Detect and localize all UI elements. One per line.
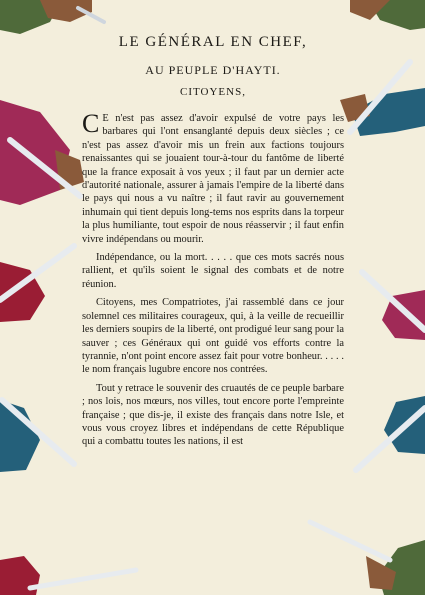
document-title: LE GÉNÉRAL EN CHEF, <box>118 34 308 50</box>
document-subtitle: AU PEUPLE D'HAYTI. <box>145 63 281 77</box>
quill-hand-bottom-right-illustration <box>310 522 425 595</box>
quill-hand-left-middle-illustration <box>0 246 74 322</box>
paragraph-1 <box>82 109 344 246</box>
quill-hand-bottom-left-illustration <box>0 556 136 595</box>
quill-hand-top-right-illustration <box>350 0 425 30</box>
proclamation-text <box>82 34 344 454</box>
quill-hand-right-middle-illustration <box>362 272 425 340</box>
quill-hand-right-lower-illustration <box>356 396 425 470</box>
salutation: CITOYENS, <box>180 86 246 98</box>
paragraph-2: Indépendance, ou la mort. . . . . que ces mots sacrés nous rallient, et qu'ils soient le signal des combats et de notre réunion. <box>82 252 344 290</box>
paragraph-4: Tout y retrace le souvenir des cruautés de ce peuple barbare ; nos lois, nos mœurs, nos villes, tout encore porte l'empreinte française ; que dis-je, il existe des français dans notre Isle, et vous vous croyez libres et indépendans de cette République qui a combattu toutes les nations, il est <box>82 382 344 448</box>
paragraph-1-text: E n'est pas assez d'avoir expulsé de votre pays les barbares qui l'ont ensanglanté depuis deux siècles ; ce n'est pas assez d'avoir mis un frein aux factions toujours renaissantes qui se jouaient tour-à-tour du fantôme de liberté que la france exposait à vos yeux ; il faut par un dernier acte d'autorité nationale, assurer à jamais l'empire de la liberté dans le pays qui nous a vu naître ; il faut ravir au gouvernement inhumain qui tient depuis long-tems nos esprits dans la torpeur la plus humiliante, tout espoir de nous réasservir ; il faut enfin vivre indépendans ou mourir. <box>82 113 344 245</box>
quill-hand-left-upper-illustration <box>0 100 84 205</box>
paragraph-3: Citoyens, mes Compatriotes, j'ai rassemblé dans ce jour solemnel ces militaires courageux, qui, à la veille de recueillir les derniers soupirs de la liberté, ont prodigué leur sang pour la sauver ; ces Généraux qui ont guidé vos efforts contre la tyrannie, n'ont point encore assez fait pour votre bonheur. . . . . le nom français lugubre encore nos contrées. <box>82 297 345 376</box>
quill-hand-right-upper-illustration <box>340 62 425 136</box>
quill-hand-left-lower-illustration <box>0 400 74 472</box>
quill-hand-top-left-illustration <box>0 0 104 34</box>
drop-cap: C <box>82 109 100 138</box>
